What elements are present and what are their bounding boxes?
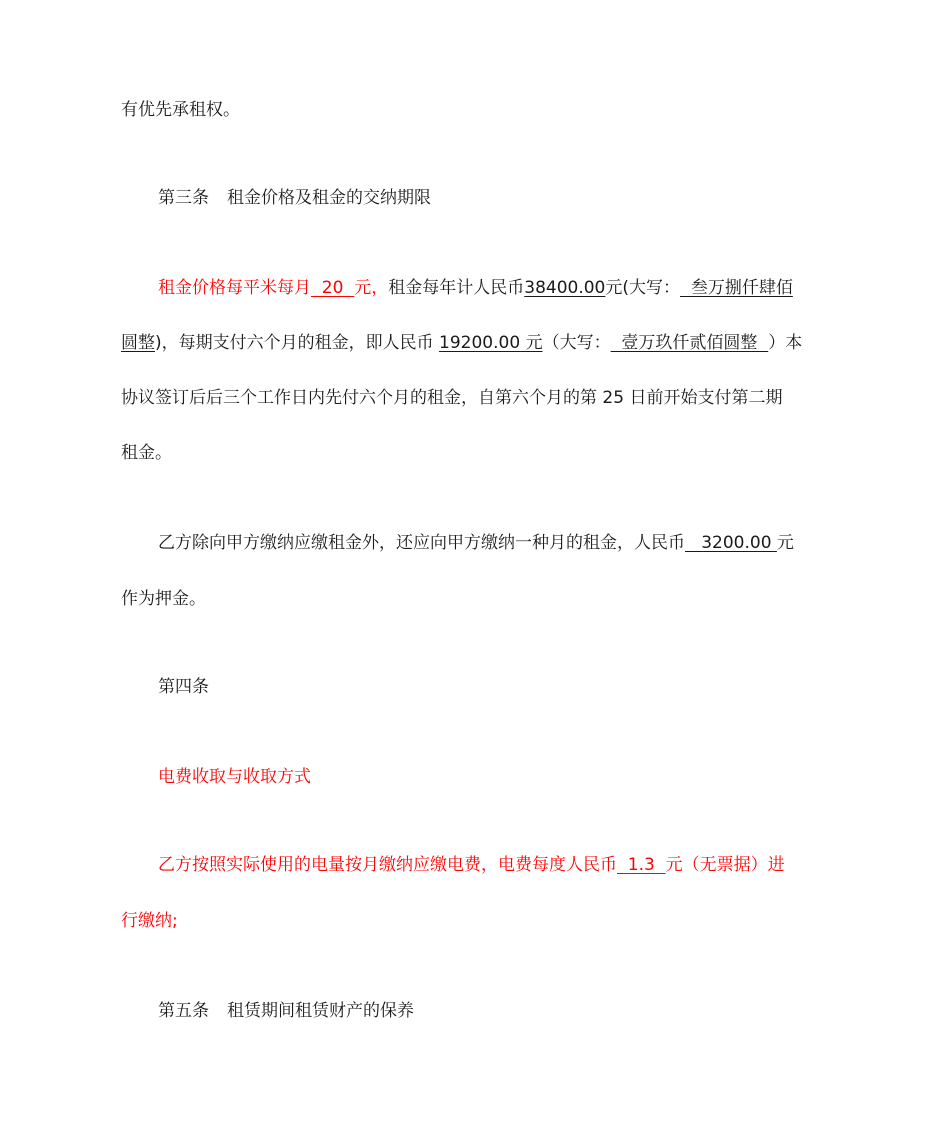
- rent-line-2: [121, 331, 841, 355]
- article-5-number: 第五条: [158, 1001, 209, 1021]
- article-5-title: 租赁期间租赁财产的保养: [227, 1001, 414, 1021]
- paragraph-continuation: [121, 98, 841, 122]
- electricity-rate-unit: 元（无票据）进: [665, 855, 785, 875]
- annual-rent-caps-end: 圆整: [121, 333, 155, 353]
- payment-schedule-text: 协议签订后后三个工作日内先付六个月的租金，自第六个月的第 25 日前开始支付第二期: [121, 388, 783, 408]
- annual-rent-caps-label: 元(大写：: [605, 278, 681, 298]
- annual-rent-label: 租金每年计人民币: [388, 278, 525, 298]
- text-priority-lease: 有优先承租权。: [121, 100, 240, 120]
- article-3-title: 租金价格及租金的交纳期限: [227, 188, 431, 208]
- period-rent-caps-value: 壹万玖仟贰佰圆整: [610, 333, 769, 353]
- rent-line-4: [121, 441, 841, 465]
- deposit-line-2: [121, 587, 841, 611]
- rent-price-unit: 元，: [354, 278, 389, 298]
- rent-line-3: [121, 386, 841, 410]
- deposit-text: 乙方除向甲方缴纳应缴租金外，还应向甲方缴纳一种月的租金，人民币: [158, 533, 685, 553]
- deposit-value: 3200.00: [685, 533, 777, 553]
- article-4-title: 电费收取与收取方式: [158, 767, 311, 787]
- deposit-unit: 元: [776, 533, 794, 553]
- period-rent-value: 19200.00 元: [439, 333, 543, 353]
- article-4-title-line: [158, 765, 878, 789]
- article-3-heading: [158, 186, 878, 210]
- article-4-number: 第四条: [158, 677, 209, 697]
- rent-price-value: 20: [311, 278, 355, 298]
- deposit-text-end: 作为押金。: [121, 589, 206, 609]
- electricity-line-2: [121, 909, 841, 933]
- rent-line-1: [158, 276, 878, 300]
- rent-price-label: 租金价格每平米每月: [158, 278, 311, 298]
- annual-rent-caps-value: 叁万捌仟肆佰: [680, 278, 793, 298]
- electricity-text-end: 行缴纳;: [121, 911, 178, 931]
- electricity-line-1: [158, 853, 878, 877]
- electricity-rate-value: 1.3: [617, 855, 666, 875]
- article-4-heading: [158, 675, 878, 699]
- article-3-number: 第三条: [158, 188, 209, 208]
- deposit-line-1: [158, 531, 878, 555]
- annual-rent-value: 38400.00: [524, 278, 606, 298]
- electricity-text: 乙方按照实际使用的电量按月缴纳应缴电费，电费每度人民币: [158, 855, 617, 875]
- period-rent-caps-label: （大写：: [542, 333, 611, 353]
- period-rent-tail: ）本: [768, 333, 803, 353]
- article-5-heading: [158, 999, 878, 1023]
- period-rent-label: )，每期支付六个月的租金，即人民币: [155, 333, 440, 353]
- payment-schedule-end: 租金。: [121, 443, 172, 463]
